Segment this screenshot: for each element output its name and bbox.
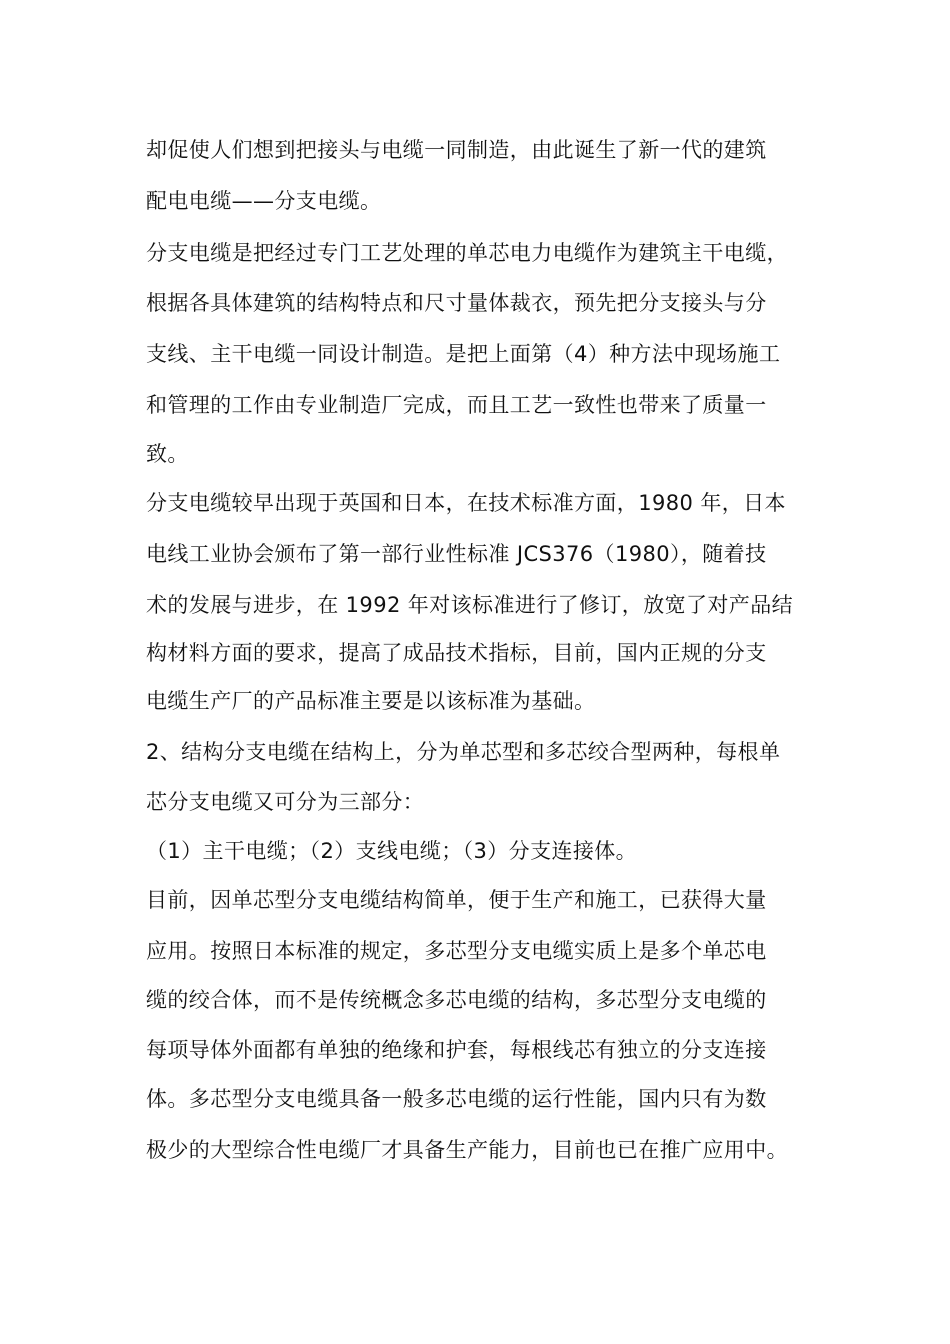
- text-line: 体。多芯型分支电缆具备一般多芯电缆的运行性能，国内只有为数: [146, 1087, 767, 1111]
- text-line: 根据各具体建筑的结构特点和尺寸量体裁衣，预先把分支接头与分: [146, 291, 767, 315]
- text-line: 却促使人们想到把接头与电缆一同制造，由此诞生了新一代的建筑: [146, 138, 767, 162]
- text-line: 分支电缆是把经过专门工艺处理的单芯电力电缆作为建筑主干电缆，: [146, 241, 788, 265]
- text-line: 致。: [146, 442, 189, 466]
- text-line: 极少的大型综合性电缆厂才具备生产能力，目前也已在推广应用中。: [146, 1138, 788, 1162]
- text-line: 和管理的工作由专业制造厂完成，而且工艺一致性也带来了质量一: [146, 393, 767, 417]
- text-line: 电线工业协会颁布了第一部行业性标准 JCS376（1980），随着技: [146, 542, 767, 566]
- text-line: 芯分支电缆又可分为三部分：: [146, 790, 425, 814]
- text-line: （1）主干电缆；（2）支线电缆；（3）分支连接体。: [146, 839, 638, 863]
- text-line: 目前，因单芯型分支电缆结构简单，便于生产和施工，已获得大量: [146, 888, 767, 912]
- text-line: 分支电缆较早出现于英国和日本，在技术标准方面，1980 年，日本: [146, 491, 786, 515]
- text-line: 构材料方面的要求，提高了成品技术指标，目前，国内正规的分支: [146, 641, 767, 665]
- text-line: 缆的绞合体，而不是传统概念多芯电缆的结构，多芯型分支电缆的: [146, 988, 767, 1012]
- text-line: 支线、主干电缆一同设计制造。是把上面第（4）种方法中现场施工: [146, 342, 781, 366]
- text-line: 配电电缆——分支电缆。: [146, 189, 382, 213]
- text-line: 应用。按照日本标准的规定，多芯型分支电缆实质上是多个单芯电: [146, 939, 767, 963]
- text-line: 术的发展与进步，在 1992 年对该标准进行了修订，放宽了对产品结: [146, 593, 793, 617]
- text-line: 电缆生产厂的产品标准主要是以该标准为基础。: [146, 689, 596, 713]
- text-line: 每项导体外面都有单独的绝缘和护套，每根线芯有独立的分支连接: [146, 1038, 767, 1062]
- text-line: 2、结构分支电缆在结构上，分为单芯型和多芯绞合型两种，每根单: [146, 740, 781, 764]
